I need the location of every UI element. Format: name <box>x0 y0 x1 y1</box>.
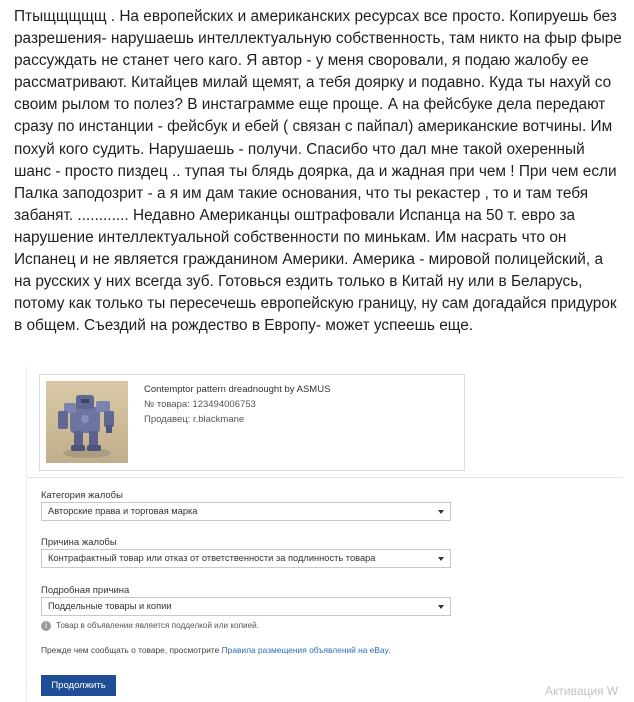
complaint-category-select[interactable] <box>41 502 451 521</box>
product-seller: Продавец: r.blackmane <box>144 414 245 425</box>
policy-prefix: Прежде чем сообщать о товаре, просмотрите <box>41 645 222 655</box>
continue-button[interactable]: Продолжить <box>41 675 116 696</box>
chevron-down-icon <box>438 557 444 561</box>
activation-watermark: Активация W <box>545 684 619 698</box>
detailed-reason-label: Подробная причина <box>41 585 130 596</box>
info-icon: i <box>41 621 51 631</box>
complaint-reason-label: Причина жалобы <box>41 537 117 548</box>
miniature-robot-icon <box>46 381 128 463</box>
product-item-number: № товара: 123494006753 <box>144 399 256 410</box>
post-text: Птыщщщщщ . На европейских и американских ресурсах все просто. Копируешь без разрешения- нарушаешь интеллектуальную собственность, там никто на фыр фыре рассуждать не станет чего каго. Я автор - у меня своровали, я подаю жалобу ее рассматривают. Китайцев милай щемят, а тебя доярку и подавно. Куда ты нахуй со своим рылом то полез? В инстаграмме еще проще. А на фейсбуке дела передают сразу по инстанции - фейсбук и ебей ( связан с пайпал) американские вотчины. Им похуй кого судить. Нарушаешь - получи. Спасибо что дал мне такой охеренный шанс - просто пиздец .. тупая ты блядь доярка, да и жадная при чем ! При чем если Палка заподозрит - а я им дам такие основания, что ты рекастер , то и там тебя забанят. ............ Недавно Американцы оштрафовали Испанца на 50 т. евро за нарушение интеллектуальной собственности по минькам. Им насрать что он Испанец и не является гражданином Америки. Америка - мировой полицейский, а на русских у них всегда зуб. Готовься ездить только в Китай ну или в Беларусь, потому как только ты пересечешь европейскую границу, ну сам догадайся придурок в общем. Съездий на рождество в Европу- может успеешь еще. <box>14 8 622 335</box>
detailed-reason-value: Поддельные товары и копии <box>48 601 172 611</box>
complaint-category-value: Авторские права и торговая марка <box>48 506 198 516</box>
detailed-reason-select[interactable] <box>41 597 451 616</box>
policy-note <box>41 645 391 655</box>
chevron-down-icon <box>438 510 444 514</box>
complaint-reason-select[interactable] <box>41 549 451 568</box>
divider <box>27 477 623 478</box>
policy-suffix: . <box>388 645 391 655</box>
complaint-reason-value: Контрафактный товар или отказ от ответственности за подлинность товара <box>48 553 376 563</box>
product-card <box>39 374 465 471</box>
product-thumbnail[interactable] <box>46 381 128 463</box>
ebay-report-form <box>26 366 623 702</box>
complaint-category-label: Категория жалобы <box>41 490 123 501</box>
chevron-down-icon <box>438 605 444 609</box>
product-title: Contemptor pattern dreadnought by ASMUS <box>144 384 331 395</box>
policy-link[interactable]: Правила размещения объявлений на eBay <box>221 645 389 655</box>
info-text: Товар в объявлении является подделкой или копией. <box>56 621 260 630</box>
